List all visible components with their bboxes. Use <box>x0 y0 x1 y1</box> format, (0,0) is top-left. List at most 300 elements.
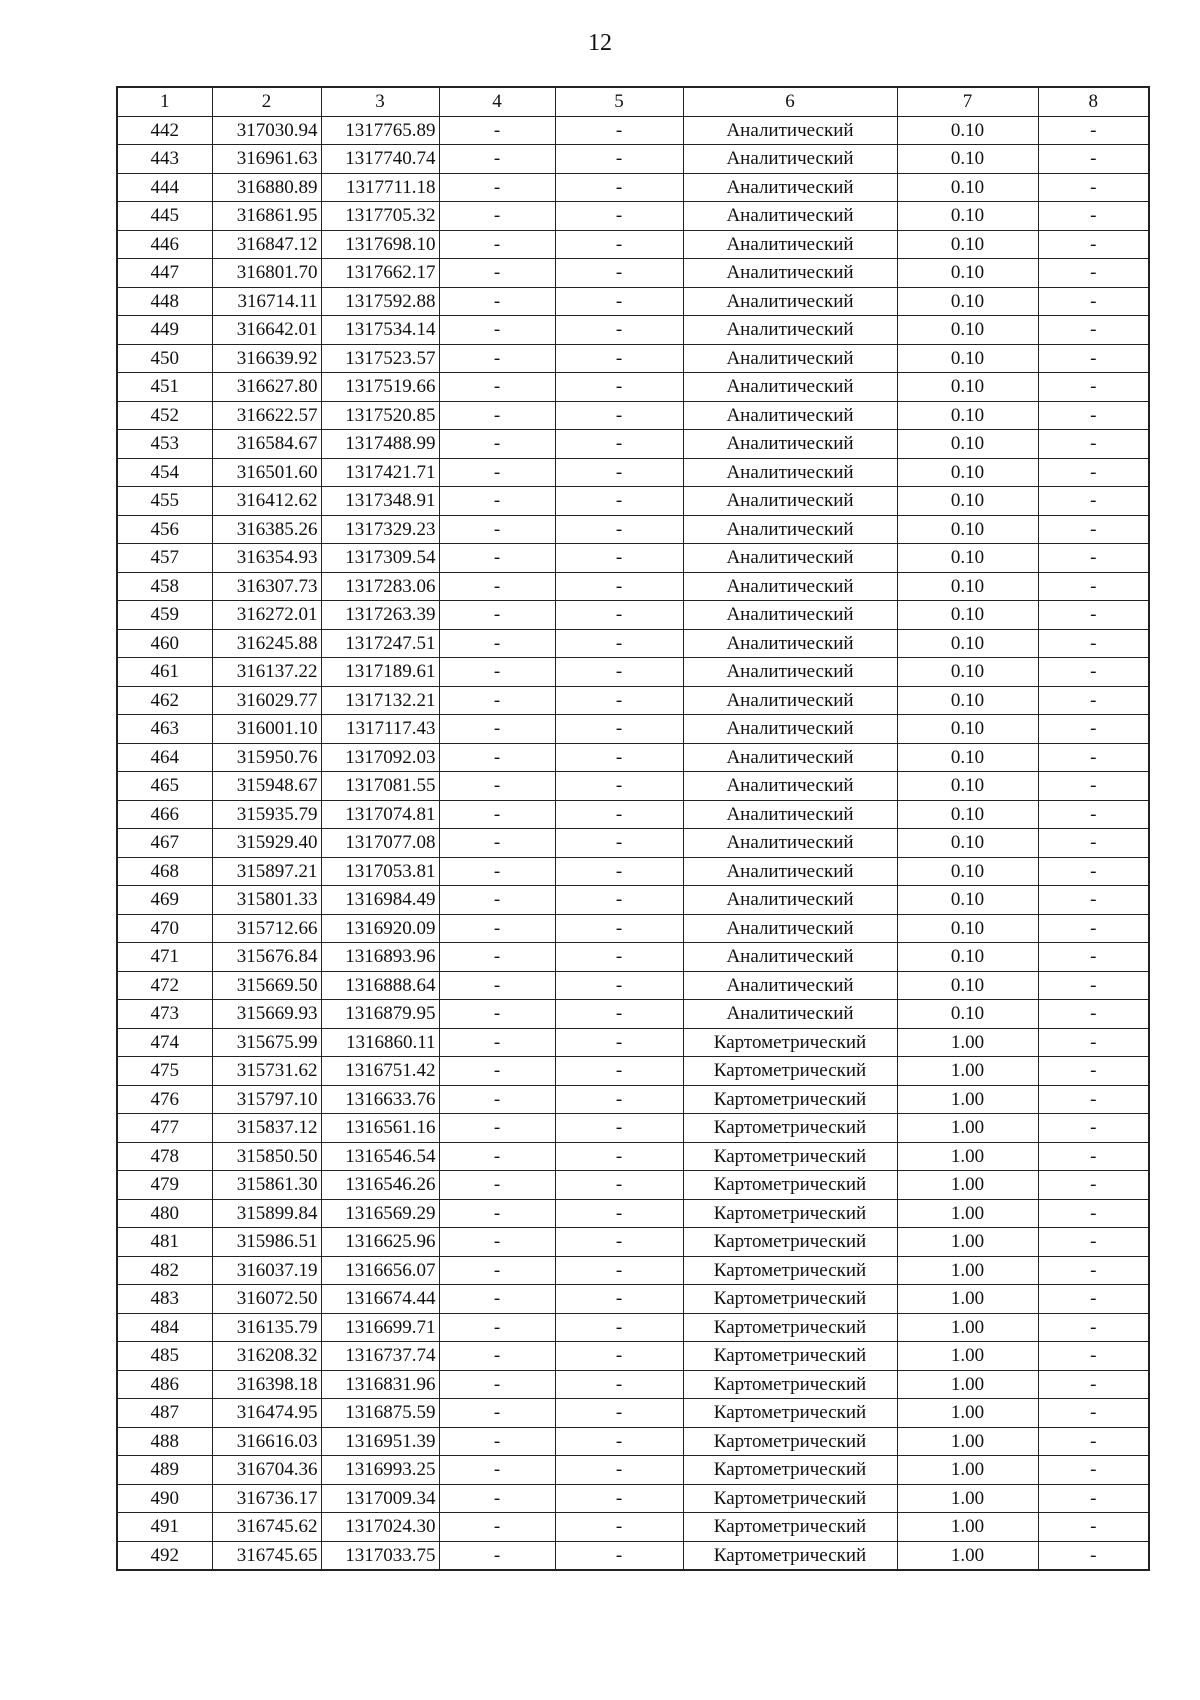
table-row <box>117 316 1149 345</box>
cell-accuracy: 0.10 <box>897 173 1038 202</box>
cell-coord-x: 316801.70 <box>212 259 321 288</box>
cell-method: Аналитический <box>683 715 897 744</box>
cell-accuracy: 0.10 <box>897 230 1038 259</box>
cell-method: Аналитический <box>683 173 897 202</box>
cell-method: Аналитический <box>683 971 897 1000</box>
cell-coord-x: 316001.10 <box>212 715 321 744</box>
column-header-2: 2 <box>212 87 321 116</box>
cell-col-5: - <box>555 1399 683 1428</box>
cell-method: Аналитический <box>683 116 897 145</box>
cell-point-number: 456 <box>117 515 212 544</box>
table-row <box>117 971 1149 1000</box>
cell-accuracy: 0.10 <box>897 344 1038 373</box>
cell-coord-y: 1317074.81 <box>321 800 439 829</box>
cell-col-8: - <box>1038 1456 1149 1485</box>
cell-coord-x: 315986.51 <box>212 1228 321 1257</box>
cell-accuracy: 0.10 <box>897 829 1038 858</box>
cell-method: Картометрический <box>683 1199 897 1228</box>
cell-point-number: 447 <box>117 259 212 288</box>
cell-col-4: - <box>439 1114 555 1143</box>
cell-point-number: 490 <box>117 1484 212 1513</box>
cell-col-4: - <box>439 230 555 259</box>
cell-accuracy: 1.00 <box>897 1370 1038 1399</box>
cell-point-number: 457 <box>117 544 212 573</box>
cell-accuracy: 0.10 <box>897 772 1038 801</box>
table-row <box>117 715 1149 744</box>
cell-coord-x: 315897.21 <box>212 857 321 886</box>
cell-coord-y: 1316561.16 <box>321 1114 439 1143</box>
cell-coord-x: 316736.17 <box>212 1484 321 1513</box>
cell-accuracy: 1.00 <box>897 1057 1038 1086</box>
cell-col-4: - <box>439 1256 555 1285</box>
cell-col-4: - <box>439 544 555 573</box>
table-row <box>117 1171 1149 1200</box>
cell-point-number: 455 <box>117 487 212 516</box>
table-row <box>117 857 1149 886</box>
cell-col-4: - <box>439 487 555 516</box>
cell-coord-x: 316029.77 <box>212 686 321 715</box>
cell-point-number: 485 <box>117 1342 212 1371</box>
cell-method: Аналитический <box>683 287 897 316</box>
page-number: 12 <box>588 30 612 56</box>
cell-coord-y: 1317077.08 <box>321 829 439 858</box>
cell-point-number: 469 <box>117 886 212 915</box>
cell-col-8: - <box>1038 259 1149 288</box>
table-row <box>117 287 1149 316</box>
table-row <box>117 1456 1149 1485</box>
table-row <box>117 487 1149 516</box>
table-row <box>117 430 1149 459</box>
table-row <box>117 1199 1149 1228</box>
cell-accuracy: 0.10 <box>897 686 1038 715</box>
cell-coord-x: 315948.67 <box>212 772 321 801</box>
cell-col-8: - <box>1038 515 1149 544</box>
cell-coord-y: 1316569.29 <box>321 1199 439 1228</box>
cell-coord-x: 316135.79 <box>212 1313 321 1342</box>
cell-accuracy: 0.10 <box>897 544 1038 573</box>
table-row <box>117 1057 1149 1086</box>
cell-col-5: - <box>555 572 683 601</box>
header-row <box>117 87 1149 116</box>
cell-coord-y: 1317534.14 <box>321 316 439 345</box>
cell-coord-y: 1317705.32 <box>321 202 439 231</box>
cell-accuracy: 0.10 <box>897 515 1038 544</box>
table-row <box>117 515 1149 544</box>
cell-col-8: - <box>1038 1171 1149 1200</box>
cell-point-number: 484 <box>117 1313 212 1342</box>
cell-col-5: - <box>555 458 683 487</box>
cell-point-number: 444 <box>117 173 212 202</box>
cell-col-8: - <box>1038 800 1149 829</box>
cell-col-8: - <box>1038 886 1149 915</box>
table-row <box>117 1484 1149 1513</box>
cell-point-number: 479 <box>117 1171 212 1200</box>
cell-col-5: - <box>555 800 683 829</box>
cell-accuracy: 0.10 <box>897 1000 1038 1029</box>
cell-method: Аналитический <box>683 373 897 402</box>
cell-accuracy: 1.00 <box>897 1114 1038 1143</box>
cell-point-number: 486 <box>117 1370 212 1399</box>
table-row <box>117 1313 1149 1342</box>
cell-point-number: 465 <box>117 772 212 801</box>
cell-col-5: - <box>555 715 683 744</box>
table-row <box>117 1285 1149 1314</box>
cell-coord-y: 1317740.74 <box>321 145 439 174</box>
cell-accuracy: 0.10 <box>897 971 1038 1000</box>
cell-col-4: - <box>439 145 555 174</box>
table-row <box>117 829 1149 858</box>
cell-point-number: 487 <box>117 1399 212 1428</box>
cell-coord-y: 1316546.26 <box>321 1171 439 1200</box>
cell-coord-y: 1316879.95 <box>321 1000 439 1029</box>
table-row <box>117 544 1149 573</box>
cell-method: Картометрический <box>683 1142 897 1171</box>
cell-coord-x: 315675.99 <box>212 1028 321 1057</box>
cell-col-4: - <box>439 1142 555 1171</box>
cell-coord-y: 1316625.96 <box>321 1228 439 1257</box>
cell-point-number: 475 <box>117 1057 212 1086</box>
cell-coord-x: 315935.79 <box>212 800 321 829</box>
cell-col-8: - <box>1038 1427 1149 1456</box>
column-header-3: 3 <box>321 87 439 116</box>
cell-col-8: - <box>1038 544 1149 573</box>
column-header-8: 8 <box>1038 87 1149 116</box>
cell-accuracy: 0.10 <box>897 601 1038 630</box>
cell-method: Аналитический <box>683 601 897 630</box>
cell-coord-x: 316622.57 <box>212 401 321 430</box>
cell-point-number: 477 <box>117 1114 212 1143</box>
cell-coord-y: 1317132.21 <box>321 686 439 715</box>
cell-coord-x: 316208.32 <box>212 1342 321 1371</box>
cell-col-8: - <box>1038 316 1149 345</box>
table-row <box>117 943 1149 972</box>
cell-accuracy: 1.00 <box>897 1313 1038 1342</box>
cell-accuracy: 0.10 <box>897 116 1038 145</box>
cell-point-number: 453 <box>117 430 212 459</box>
cell-accuracy: 0.10 <box>897 487 1038 516</box>
cell-method: Аналитический <box>683 430 897 459</box>
cell-col-8: - <box>1038 1313 1149 1342</box>
table-row <box>117 202 1149 231</box>
cell-method: Аналитический <box>683 943 897 972</box>
cell-col-4: - <box>439 1228 555 1257</box>
table-row <box>117 1228 1149 1257</box>
cell-method: Картометрический <box>683 1228 897 1257</box>
cell-point-number: 463 <box>117 715 212 744</box>
cell-col-5: - <box>555 658 683 687</box>
cell-accuracy: 0.10 <box>897 743 1038 772</box>
cell-col-4: - <box>439 259 555 288</box>
cell-method: Аналитический <box>683 743 897 772</box>
cell-coord-y: 1317520.85 <box>321 401 439 430</box>
cell-col-8: - <box>1038 686 1149 715</box>
cell-col-4: - <box>439 1513 555 1542</box>
cell-col-5: - <box>555 202 683 231</box>
cell-col-8: - <box>1038 772 1149 801</box>
cell-accuracy: 1.00 <box>897 1342 1038 1371</box>
cell-coord-y: 1317009.34 <box>321 1484 439 1513</box>
cell-method: Аналитический <box>683 344 897 373</box>
cell-accuracy: 1.00 <box>897 1142 1038 1171</box>
cell-coord-y: 1317309.54 <box>321 544 439 573</box>
cell-col-5: - <box>555 1085 683 1114</box>
cell-accuracy: 0.10 <box>897 857 1038 886</box>
cell-point-number: 443 <box>117 145 212 174</box>
cell-point-number: 473 <box>117 1000 212 1029</box>
table-row <box>117 458 1149 487</box>
cell-coord-y: 1317247.51 <box>321 629 439 658</box>
cell-point-number: 458 <box>117 572 212 601</box>
table-row <box>117 772 1149 801</box>
cell-method: Аналитический <box>683 458 897 487</box>
cell-col-8: - <box>1038 1541 1149 1570</box>
cell-method: Картометрический <box>683 1285 897 1314</box>
cell-coord-x: 316847.12 <box>212 230 321 259</box>
cell-coord-x: 316880.89 <box>212 173 321 202</box>
cell-point-number: 462 <box>117 686 212 715</box>
cell-coord-y: 1317488.99 <box>321 430 439 459</box>
cell-accuracy: 0.10 <box>897 572 1038 601</box>
cell-method: Картометрический <box>683 1313 897 1342</box>
cell-coord-y: 1317348.91 <box>321 487 439 516</box>
cell-col-8: - <box>1038 943 1149 972</box>
cell-col-8: - <box>1038 487 1149 516</box>
cell-col-5: - <box>555 287 683 316</box>
cell-coord-y: 1316920.09 <box>321 914 439 943</box>
cell-method: Картометрический <box>683 1399 897 1428</box>
table-row <box>117 572 1149 601</box>
cell-col-4: - <box>439 1370 555 1399</box>
cell-point-number: 488 <box>117 1427 212 1456</box>
cell-accuracy: 0.10 <box>897 886 1038 915</box>
table-row <box>117 1541 1149 1570</box>
cell-coord-y: 1317765.89 <box>321 116 439 145</box>
cell-method: Аналитический <box>683 544 897 573</box>
cell-coord-x: 316307.73 <box>212 572 321 601</box>
cell-accuracy: 0.10 <box>897 287 1038 316</box>
cell-col-4: - <box>439 829 555 858</box>
cell-coord-y: 1317024.30 <box>321 1513 439 1542</box>
cell-point-number: 460 <box>117 629 212 658</box>
cell-point-number: 483 <box>117 1285 212 1314</box>
table-row <box>117 1114 1149 1143</box>
table-row <box>117 401 1149 430</box>
cell-col-8: - <box>1038 1285 1149 1314</box>
cell-col-5: - <box>555 886 683 915</box>
cell-coord-y: 1316831.96 <box>321 1370 439 1399</box>
cell-method: Картометрический <box>683 1114 897 1143</box>
cell-col-8: - <box>1038 1114 1149 1143</box>
cell-coord-x: 315669.93 <box>212 1000 321 1029</box>
cell-col-4: - <box>439 743 555 772</box>
cell-point-number: 492 <box>117 1541 212 1570</box>
cell-method: Аналитический <box>683 401 897 430</box>
cell-coord-x: 316272.01 <box>212 601 321 630</box>
table-row <box>117 658 1149 687</box>
table-row <box>117 259 1149 288</box>
cell-accuracy: 0.10 <box>897 800 1038 829</box>
cell-accuracy: 1.00 <box>897 1513 1038 1542</box>
table-row <box>117 373 1149 402</box>
cell-col-4: - <box>439 772 555 801</box>
cell-method: Аналитический <box>683 572 897 601</box>
cell-coord-x: 316385.26 <box>212 515 321 544</box>
cell-method: Картометрический <box>683 1057 897 1086</box>
cell-accuracy: 1.00 <box>897 1028 1038 1057</box>
cell-coord-x: 315837.12 <box>212 1114 321 1143</box>
cell-point-number: 480 <box>117 1199 212 1228</box>
cell-coord-y: 1316984.49 <box>321 886 439 915</box>
cell-coord-x: 316584.67 <box>212 430 321 459</box>
cell-method: Картометрический <box>683 1342 897 1371</box>
cell-method: Картометрический <box>683 1456 897 1485</box>
cell-col-5: - <box>555 1142 683 1171</box>
cell-col-4: - <box>439 1427 555 1456</box>
cell-col-5: - <box>555 1028 683 1057</box>
cell-accuracy: 1.00 <box>897 1427 1038 1456</box>
cell-coord-y: 1317421.71 <box>321 458 439 487</box>
cell-point-number: 454 <box>117 458 212 487</box>
cell-method: Аналитический <box>683 487 897 516</box>
cell-point-number: 482 <box>117 1256 212 1285</box>
cell-col-8: - <box>1038 1142 1149 1171</box>
cell-method: Аналитический <box>683 259 897 288</box>
cell-col-5: - <box>555 601 683 630</box>
cell-method: Аналитический <box>683 686 897 715</box>
cell-coord-x: 316072.50 <box>212 1285 321 1314</box>
cell-point-number: 466 <box>117 800 212 829</box>
cell-col-8: - <box>1038 601 1149 630</box>
cell-coord-x: 315801.33 <box>212 886 321 915</box>
cell-coord-y: 1317033.75 <box>321 1541 439 1570</box>
cell-point-number: 445 <box>117 202 212 231</box>
cell-col-8: - <box>1038 1057 1149 1086</box>
cell-col-8: - <box>1038 230 1149 259</box>
cell-coord-x: 315797.10 <box>212 1085 321 1114</box>
table-row <box>117 1142 1149 1171</box>
cell-col-4: - <box>439 1285 555 1314</box>
cell-col-4: - <box>439 1541 555 1570</box>
cell-col-5: - <box>555 1000 683 1029</box>
cell-coord-y: 1316699.71 <box>321 1313 439 1342</box>
table-row <box>117 1256 1149 1285</box>
cell-coord-x: 315712.66 <box>212 914 321 943</box>
cell-col-4: - <box>439 173 555 202</box>
cell-coord-y: 1316993.25 <box>321 1456 439 1485</box>
cell-col-5: - <box>555 373 683 402</box>
cell-method: Аналитический <box>683 772 897 801</box>
cell-accuracy: 0.10 <box>897 658 1038 687</box>
cell-method: Аналитический <box>683 857 897 886</box>
cell-method: Картометрический <box>683 1513 897 1542</box>
cell-col-8: - <box>1038 1199 1149 1228</box>
cell-col-4: - <box>439 515 555 544</box>
cell-method: Картометрический <box>683 1256 897 1285</box>
table-row <box>117 1370 1149 1399</box>
cell-col-8: - <box>1038 373 1149 402</box>
cell-col-4: - <box>439 344 555 373</box>
cell-col-4: - <box>439 1313 555 1342</box>
cell-col-4: - <box>439 800 555 829</box>
cell-col-4: - <box>439 458 555 487</box>
cell-col-8: - <box>1038 1000 1149 1029</box>
cell-col-4: - <box>439 1342 555 1371</box>
cell-col-4: - <box>439 572 555 601</box>
cell-col-4: - <box>439 401 555 430</box>
cell-accuracy: 1.00 <box>897 1484 1038 1513</box>
table-row <box>117 173 1149 202</box>
cell-col-4: - <box>439 430 555 459</box>
cell-col-8: - <box>1038 1513 1149 1542</box>
cell-coord-x: 316354.93 <box>212 544 321 573</box>
cell-col-4: - <box>439 715 555 744</box>
cell-point-number: 461 <box>117 658 212 687</box>
cell-coord-y: 1316751.42 <box>321 1057 439 1086</box>
cell-accuracy: 0.10 <box>897 943 1038 972</box>
cell-col-8: - <box>1038 1228 1149 1257</box>
cell-col-8: - <box>1038 658 1149 687</box>
cell-col-4: - <box>439 601 555 630</box>
cell-col-8: - <box>1038 829 1149 858</box>
cell-accuracy: 1.00 <box>897 1199 1038 1228</box>
table-row <box>117 743 1149 772</box>
cell-accuracy: 1.00 <box>897 1399 1038 1428</box>
cell-col-5: - <box>555 430 683 459</box>
cell-coord-y: 1317711.18 <box>321 173 439 202</box>
table-row <box>117 116 1149 145</box>
cell-col-5: - <box>555 544 683 573</box>
cell-accuracy: 0.10 <box>897 401 1038 430</box>
table-row <box>117 1000 1149 1029</box>
column-header-4: 4 <box>439 87 555 116</box>
cell-col-4: - <box>439 1171 555 1200</box>
cell-coord-x: 316616.03 <box>212 1427 321 1456</box>
cell-col-5: - <box>555 829 683 858</box>
cell-col-5: - <box>555 943 683 972</box>
cell-col-8: - <box>1038 116 1149 145</box>
cell-coord-y: 1317698.10 <box>321 230 439 259</box>
cell-accuracy: 0.10 <box>897 145 1038 174</box>
cell-col-5: - <box>555 1541 683 1570</box>
cell-coord-y: 1316875.59 <box>321 1399 439 1428</box>
cell-col-8: - <box>1038 1256 1149 1285</box>
cell-col-5: - <box>555 116 683 145</box>
cell-col-5: - <box>555 629 683 658</box>
cell-method: Аналитический <box>683 230 897 259</box>
cell-coord-y: 1316893.96 <box>321 943 439 972</box>
table-row <box>117 230 1149 259</box>
cell-method: Аналитический <box>683 886 897 915</box>
cell-accuracy: 0.10 <box>897 715 1038 744</box>
cell-col-4: - <box>439 857 555 886</box>
cell-col-5: - <box>555 686 683 715</box>
cell-point-number: 468 <box>117 857 212 886</box>
cell-coord-x: 315929.40 <box>212 829 321 858</box>
cell-coord-x: 316639.92 <box>212 344 321 373</box>
cell-col-5: - <box>555 1228 683 1257</box>
cell-col-4: - <box>439 1456 555 1485</box>
cell-point-number: 464 <box>117 743 212 772</box>
cell-coord-y: 1316674.44 <box>321 1285 439 1314</box>
cell-coord-x: 316137.22 <box>212 658 321 687</box>
cell-point-number: 449 <box>117 316 212 345</box>
cell-col-4: - <box>439 1028 555 1057</box>
cell-method: Аналитический <box>683 658 897 687</box>
cell-col-4: - <box>439 1085 555 1114</box>
cell-col-5: - <box>555 1427 683 1456</box>
cell-col-5: - <box>555 1513 683 1542</box>
cell-point-number: 491 <box>117 1513 212 1542</box>
